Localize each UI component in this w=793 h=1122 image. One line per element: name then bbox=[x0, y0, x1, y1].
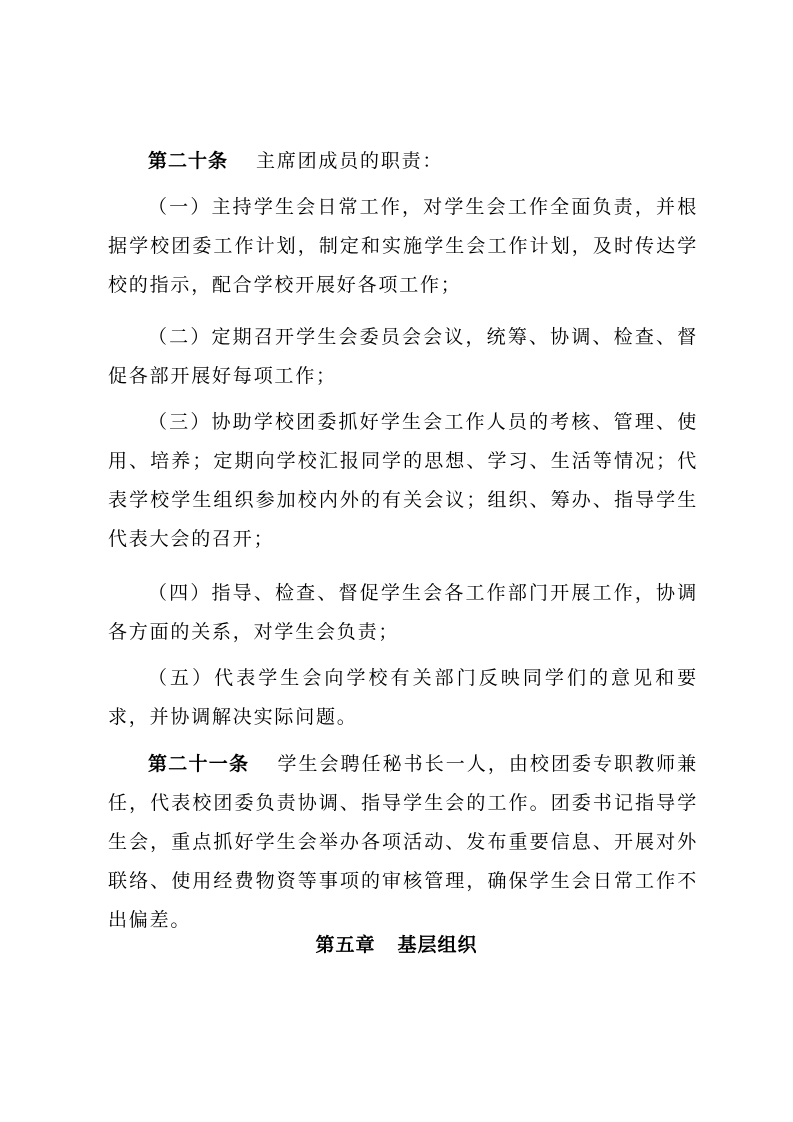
chapter-heading bbox=[0, 930, 793, 957]
list-item: （三）协助学校团委抓好学生会工作人员的考核、管理、使用、培养；定期向学校汇报同学的思想、学习、生活等情况；代表学校学生组织参加校内外的有关会议；组织、筹办、指导学生代表大会的召开； bbox=[108, 411, 698, 550]
list-item: （一）主持学生会日常工作，对学生会工作全面负责，并根据学校团委工作计划，制定和实施学生会工作计划，及时传达学校的指示，配合学校开展好各项工作； bbox=[108, 196, 698, 296]
article-21 bbox=[108, 745, 698, 940]
chapter-number: 第五章 bbox=[315, 934, 376, 956]
article-20 bbox=[108, 142, 698, 181]
list-item: （五）代表学生会向学校有关部门反映同学们的意见和要求，并协调解决实际问题。 bbox=[108, 667, 698, 728]
chapter-title: 基层组织 bbox=[397, 934, 478, 956]
article-21-heading: 第二十一条 bbox=[148, 753, 250, 775]
article-21-text: 学生会聘任秘书长一人，由校团委专职教师兼任，代表校团委负责协调、指导学生会的工作。团委书记指导学生会，重点抓好学生会举办各项活动、发布重要信息、开展对外联络、使用经费物资等事项的审核管理，确保学生会日常工作不出偏差。 bbox=[108, 753, 698, 931]
article-20-title: 主席团成员的职责： bbox=[256, 150, 444, 172]
list-item: （二）定期召开学生会委员会会议，统筹、协调、检查、督促各部开展好每项工作； bbox=[108, 326, 698, 387]
article-20-heading: 第二十条 bbox=[148, 150, 229, 172]
list-item: （四）指导、检查、督促学生会各工作部门开展工作，协调各方面的关系，对学生会负责； bbox=[108, 582, 698, 643]
